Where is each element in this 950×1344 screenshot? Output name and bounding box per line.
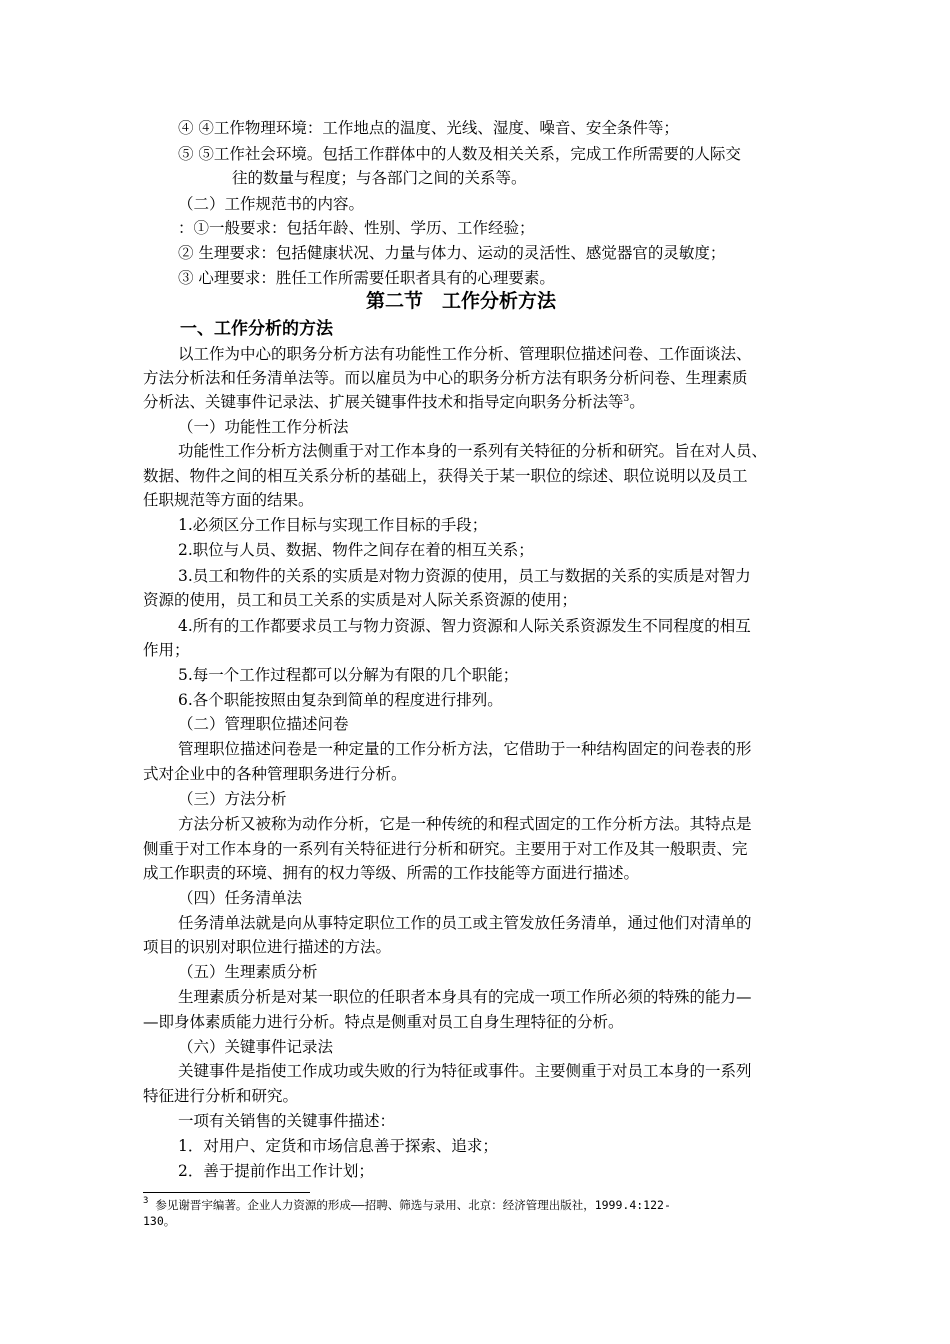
paragraph-line: 成工作职责的环境、拥有的权力等级、所需的工作技能等方面进行描述。 [143,864,640,882]
paragraph-line: 关键事件是指使工作成功或失败的行为特征或事件。主要侧重于对员工本身的一系列 [178,1062,752,1080]
list-item: 2．善于提前作出工作计划； [178,1162,374,1180]
paragraph-line: 任职规范等方面的结果。 [143,491,314,509]
list-item: 1.必须区分工作目标与实现工作目标的手段； [178,516,488,534]
footnote-divider [143,1192,310,1193]
paragraph-line: 侧重于对工作本身的一系列有关特征进行分析和研究。主要用于对工作及其一般职责、完 [143,840,748,858]
footnote-cont: 130。 [143,1214,176,1228]
list-item: 2.职位与人员、数据、物件之间存在着的相互关系； [178,541,534,559]
item-heading: （六）关键事件记录法 [178,1038,334,1056]
item-heading: （三）方法分析 [178,790,287,808]
list-item: 4.所有的工作都要求员工与物力资源、智力资源和人际关系资源发生不同程度的相互 [178,617,751,635]
list-item-cont: 资源的使用，员工和员工关系的实质是对人际关系资源的使用； [143,591,578,609]
paragraph-line: 任务清单法就是向从事特定职位工作的员工或主管发放任务清单，通过他们对清单的 [178,914,752,932]
line-general-requirements: ：①一般要求：包括年龄、性别、学历、工作经验； [178,219,535,237]
list-item: 5.每一个工作过程都可以分解为有限的几个职能； [178,666,519,684]
section-job-specification: （二）工作规范书的内容。 [178,195,365,213]
paragraph-line: 以工作为中心的职务分析方法有功能性工作分析、管理职位描述问卷、工作面谈法、 [178,345,752,363]
line-social-environment: ⑤ ⑤工作社会环境。包括工作群体中的人数及相关关系，完成工作所需要的人际交 [178,145,741,163]
paragraph-line: 数据、物件之间的相互关系分析的基础上，获得关于某一职位的综述、职位说明以及员工 [143,467,748,485]
section-heading: 第二节 工作分析方法 [366,290,557,312]
paragraph-line: 分析法、关键事件记录法、扩展关键事件技术和指导定向职务分析法等$^3$。 [143,393,645,411]
paragraph-line: 方法分析法和任务清单法等。而以雇员为中心的职务分析方法有职务分析问卷、生理素质 [143,369,748,387]
paragraph-line: 生理素质分析是对某一职位的任职者本身具有的完成一项工作所必须的特殊的能力— [178,988,752,1006]
paragraph-line: —即身体素质能力进行分析。特点是侧重对员工自身生理特征的分析。 [143,1013,624,1031]
paragraph-line: 方法分析又被称为动作分析，它是一种传统的和程式固定的工作分析方法。其特点是 [178,815,752,833]
paragraph-line: 式对企业中的各种管理职务进行分析。 [143,765,407,783]
subsection-heading: 一、工作分析的方法 [180,319,333,339]
item-heading: （五）生理素质分析 [178,963,318,981]
line-physiological-requirements: ② 生理要求：包括健康状况、力量与体力、运动的灵活性、感觉器官的灵敏度； [178,244,726,262]
list-item-cont: 作用； [143,641,190,659]
line-physical-environment: ④ ④工作物理环境：工作地点的温度、光线、湿度、噪音、安全条件等； [178,119,679,137]
line-social-environment-cont: 往的数量与程度；与各部门之间的关系等。 [232,169,527,187]
item-heading: （二）管理职位描述问卷 [178,715,349,733]
list-item: 1．对用户、定货和市场信息善于探索、追求； [178,1137,498,1155]
paragraph-line: 一项有关销售的关键事件描述： [178,1112,396,1130]
item-heading: （四）任务清单法 [178,889,303,907]
item-heading: （一）功能性工作分析法 [178,418,349,436]
footnote-mark: 3 [143,1196,149,1206]
paragraph-line: 功能性工作分析方法侧重于对工作本身的一系列有关特征的分析和研究。旨在对人员、 [178,442,768,460]
line-psychological-requirements: ③ 心理要求：胜任工作所需要任职者具有的心理要素。 [178,269,555,287]
footnote-reference[interactable]: 3 [623,394,630,404]
footnote: $^3$ 参见谢晋宇编著。企业人力资源的形成——招聘、筛选与录用、北京：经济管理出版社，1999.4:122- [143,1196,671,1212]
paragraph-line: 特征进行分析和研究。 [143,1087,299,1105]
list-item: 6.各个职能按照由复杂到简单的程度进行排列。 [178,691,503,709]
paragraph-line: 管理职位描述问卷是一种定量的工作分析方法，它借助于一种结构固定的问卷表的形 [178,740,752,758]
paragraph-line: 项目的识别对职位进行描述的方法。 [143,938,392,956]
list-item: 3.员工和物件的关系的实质是对物力资源的使用，员工与数据的关系的实质是对智力 [178,567,751,585]
